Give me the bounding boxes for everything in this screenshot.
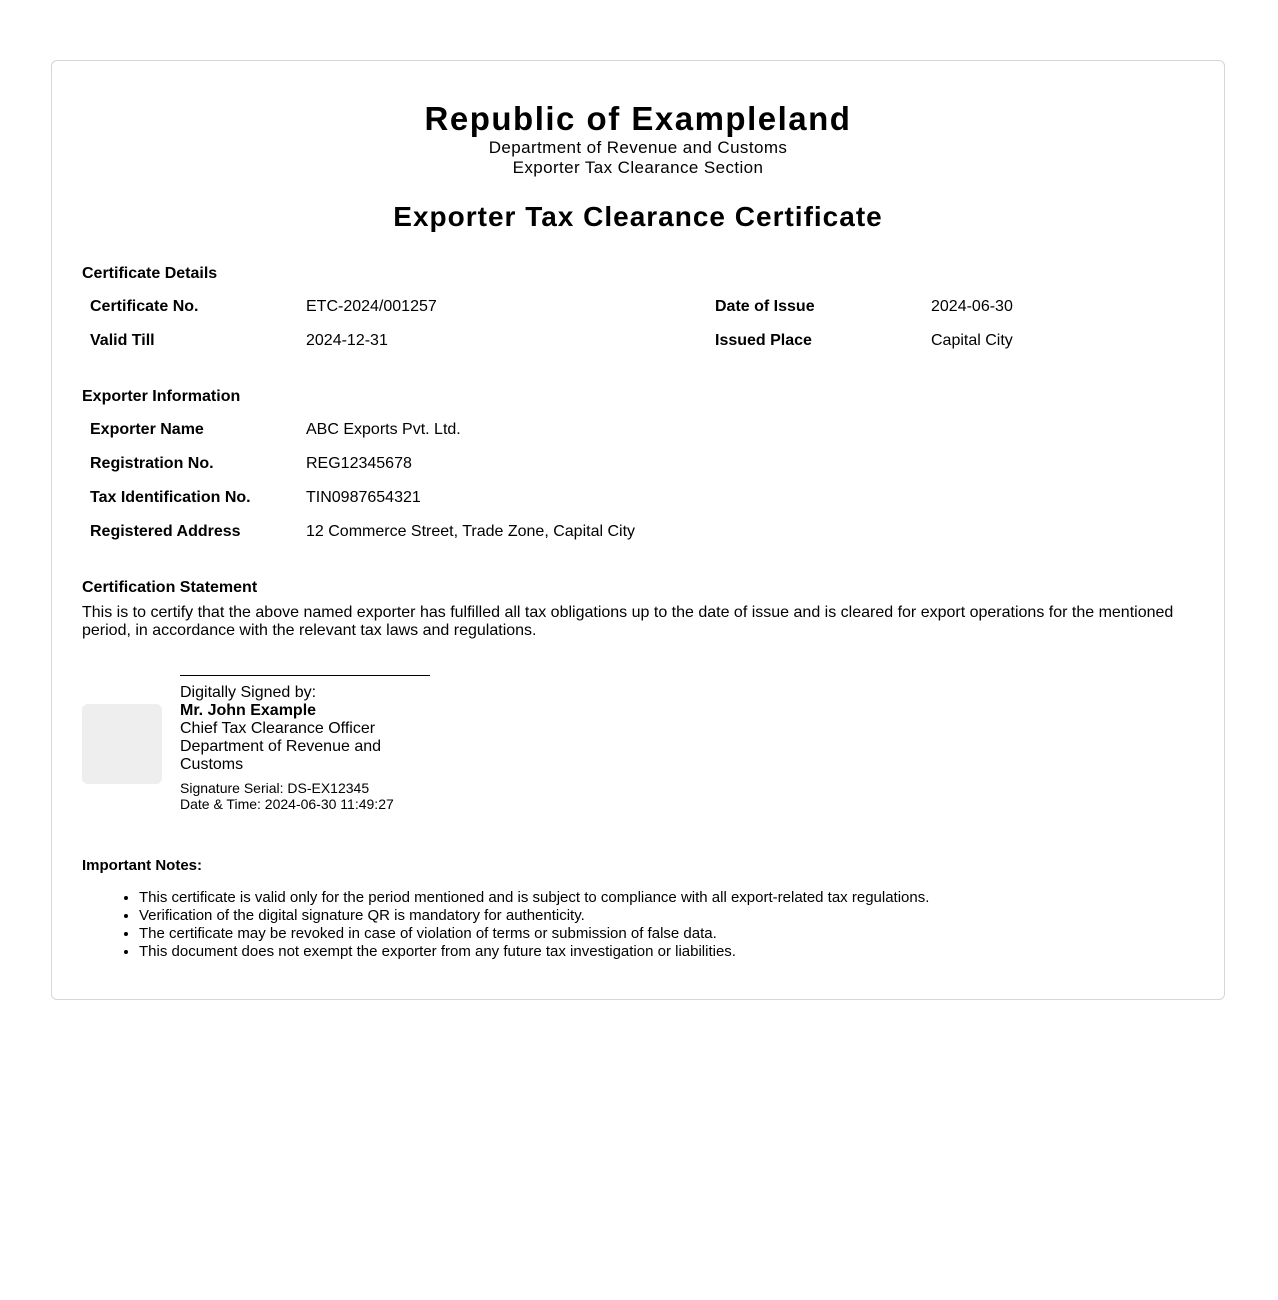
- signer-role: Chief Tax Clearance Officer: [180, 720, 376, 737]
- signature-line: [180, 675, 430, 676]
- signer-name: Mr. John Example: [180, 702, 317, 719]
- note-item: • Verification of the digital signature QR is mandatory for authenticity.: [139, 907, 1182, 925]
- tax-id-label: Tax Identification No.: [90, 489, 251, 506]
- valid-till-label: Valid Till: [90, 332, 155, 349]
- registered-address-label: Registered Address: [90, 523, 241, 540]
- signer-department: Department of Revenue and Customs: [180, 738, 382, 773]
- registered-address-value: 12 Commerce Street, Trade Zone, Capital City: [306, 523, 636, 540]
- statement-title: Certification Statement: [82, 579, 258, 596]
- document-title: Exporter Tax Clearance Certificate: [393, 201, 883, 232]
- signed-by-label: Digitally Signed by:: [180, 684, 317, 701]
- tax-id-value: TIN0987654321: [306, 489, 421, 506]
- certificate-card: [51, 60, 1225, 1000]
- issued-place-value: Capital City: [931, 332, 1013, 349]
- registration-no-label: Registration No.: [90, 455, 214, 472]
- notes-list: [82, 889, 1182, 961]
- signature-serial: Signature Serial: DS-EX12345: [180, 780, 370, 796]
- exporter-name-label: Exporter Name: [90, 421, 204, 438]
- certificate-no-label: Certificate No.: [90, 298, 199, 315]
- exporter-info-title: Exporter Information: [82, 388, 241, 405]
- exporter-name-value: ABC Exports Pvt. Ltd.: [306, 421, 461, 438]
- country-name: Republic of Exampleland: [424, 100, 852, 137]
- statement-text: This is to certify that the above named exporter has fulfilled all tax obligations up to the date of issue and is cleared for export operations for the mentioned period, in accordance with the relevant tax laws and regulations.: [82, 604, 1174, 639]
- date-of-issue-label: Date of Issue: [715, 298, 815, 315]
- note-item: • This document does not exempt the exporter from any future tax investigation or liabilities.: [139, 943, 1182, 961]
- date-of-issue-value: 2024-06-30: [931, 298, 1013, 315]
- signature-block: [180, 684, 420, 812]
- valid-till-value: 2024-12-31: [306, 332, 388, 349]
- registration-no-value: REG12345678: [306, 455, 412, 472]
- certificate-no-value: ETC-2024/001257: [306, 298, 437, 315]
- issued-place-label: Issued Place: [715, 332, 812, 349]
- notes-title: Important Notes:: [82, 857, 202, 874]
- signature-datetime: Date & Time: 2024-06-30 11:49:27: [180, 796, 394, 812]
- note-item: • The certificate may be revoked in case of violation of terms or submission of false data.: [139, 925, 1182, 943]
- department-name: Department of Revenue and Customs: [488, 138, 788, 157]
- note-item: • This certificate is valid only for the period mentioned and is subject to compliance with all export-related tax regulations.: [139, 889, 1182, 907]
- signature-qr-placeholder: [82, 704, 162, 784]
- certificate-details-title: Certificate Details: [82, 265, 218, 282]
- section-name: Exporter Tax Clearance Section: [512, 158, 764, 177]
